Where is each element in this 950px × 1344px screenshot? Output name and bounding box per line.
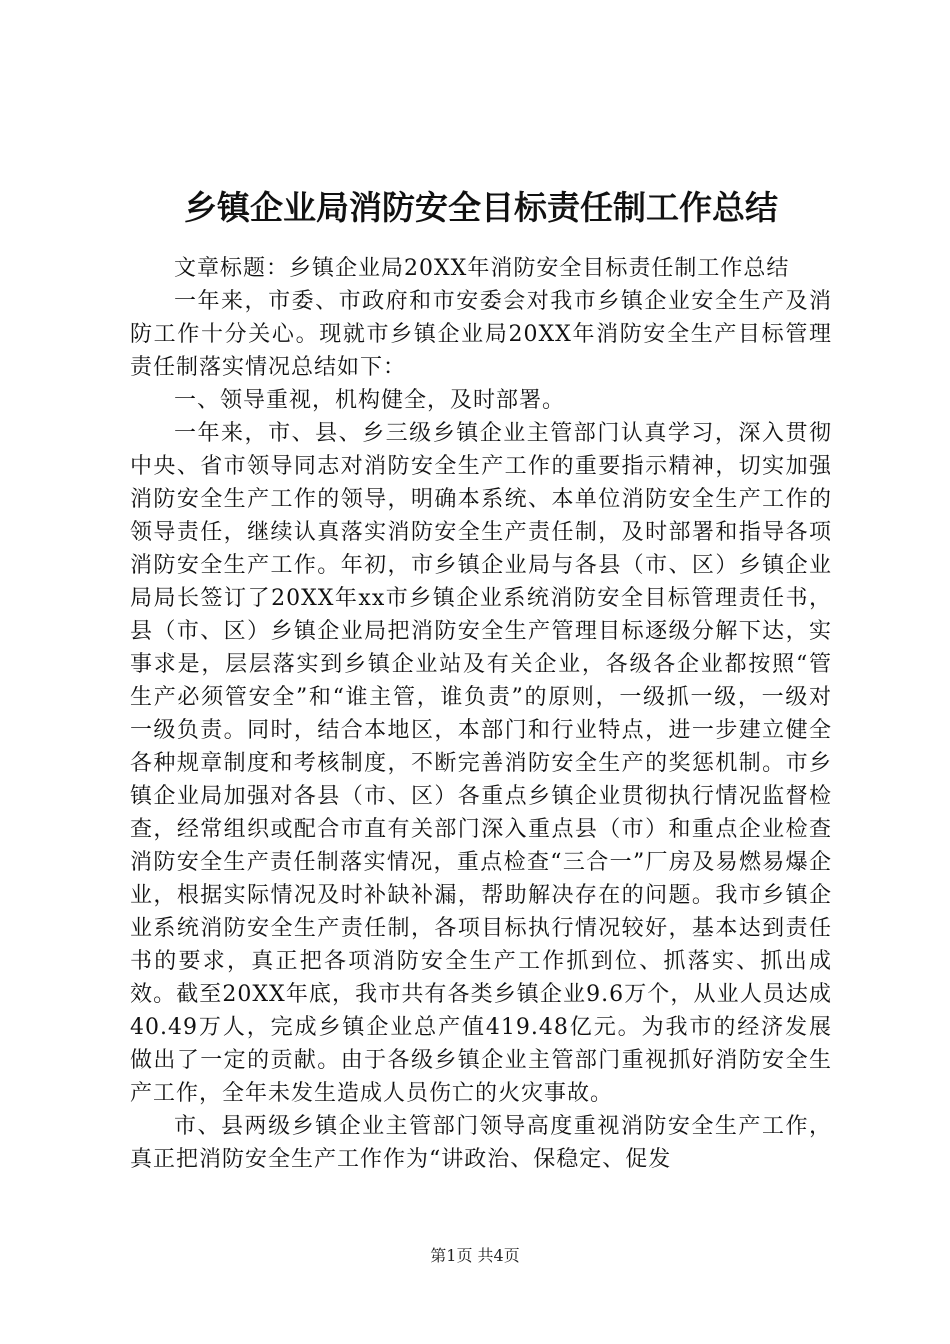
document-body (130, 252, 832, 1176)
paragraph-intro: 一年来，市委、市政府和市安委会对我市乡镇企业安全生产及消防工作十分关心。现就市乡镇企业局20XX年消防安全生产目标管理责任制落实情况总结如下： (130, 289, 832, 380)
page-number-footer: 第1页 共4页 (430, 1246, 520, 1265)
paragraph-continued: 市、县两级乡镇企业主管部门领导高度重视消防安全生产工作，真正把消防安全生产工作作为“讲政治、保稳定、促发 (130, 1114, 832, 1172)
paragraph-article-title: 文章标题：乡镇企业局20XX年消防安全目标责任制工作总结 (174, 256, 790, 281)
section-heading-1: 一、领导重视，机构健全，及时部署。 (174, 388, 566, 413)
paragraph-section-1-body: 一年来，市、县、乡三级乡镇企业主管部门认真学习，深入贯彻中央、省市领导同志对消防安全生产工作的重要指示精神，切实加强消防安全生产工作的领导，明确本系统、本单位消防安全生产工作的领导责任，继续认真落实消防安全生产责任制，及时部署和指导各项消防安全生产工作。年初，市乡镇企业局与各县（市、区）乡镇企业局局长签订了20XX年xx市乡镇企业系统消防安全目标管理责任书，县（市、区）乡镇企业局把消防安全生产管理目标逐级分解下达，实事求是，层层落实到乡镇企业站及有关企业，各级各企业都按照“管生产必须管安全”和“谁主管，谁负责”的原则，一级抓一级，一级对一级负责。同时，结合本地区，本部门和行业特点，进一步建立健全各种规章制度和考核制度，不断完善消防安全生产的奖惩机制。市乡镇企业局加强对各县（市、区）各重点乡镇企业贯彻执行情况监督检查，经常组织或配合市直有关部门深入重点县（市）和重点企业检查消防安全生产责任制落实情况，重点检查“三合一”厂房及易燃易爆企业，根据实际情况及时补缺补漏，帮助解决存在的问题。我市乡镇企业系统消防安全生产责任制，各项目标执行情况较好，基本达到责任书的要求，真正把各项消防安全生产工作抓到位、抓落实、抓出成效。截至20XX年底，我市共有各类乡镇企业9.6万个，从业人员达成40.49万人，完成乡镇企业总产值419.48亿元。为我市的经济发展做出了一定的贡献。由于各级乡镇企业主管部门重视抓好消防安全生产工作，全年未发生造成人员伤亡的火灾事故。 (130, 421, 832, 1106)
document-title: 乡镇企业局消防安全目标责任制工作总结 (184, 188, 778, 227)
